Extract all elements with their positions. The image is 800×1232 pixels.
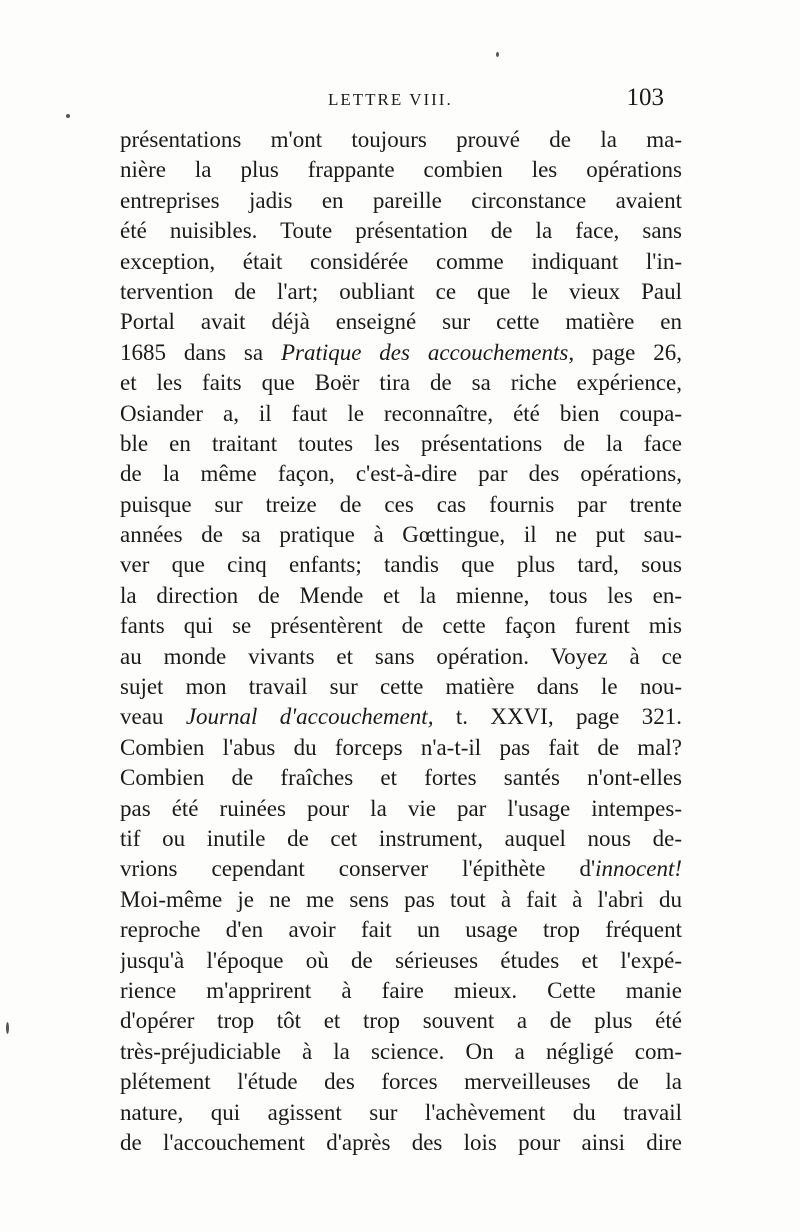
text-line: la direction de Mende et la mienne, tous les en- xyxy=(120,582,682,608)
text-line: fants qui se présentèrent de cette façon furent mis xyxy=(120,613,682,639)
text-line: puisque sur treize de ces cas fournis par trente xyxy=(120,491,682,517)
page-header xyxy=(118,80,678,120)
text-line: reproche d'en avoir fait un usage trop fréquent xyxy=(120,917,682,943)
text-run: page 26, xyxy=(574,339,682,365)
text-run: 1685 dans sa xyxy=(120,339,264,365)
epithet-italic: innocent! xyxy=(595,856,682,882)
text-line: été nuisibles. Toute présentation de la face, sans xyxy=(120,218,682,244)
text-line: nière la plus frappante combien les opérations xyxy=(120,157,682,183)
text-line xyxy=(120,854,682,884)
text-line: plétement l'étude des forces merveilleuses de la xyxy=(120,1069,682,1095)
text-line: sujet mon travail sur cette matière dans le nou- xyxy=(120,674,682,700)
text-line: au monde vivants et sans opération. Voyez à ce xyxy=(120,643,682,669)
running-head: LETTRE VIII. xyxy=(328,90,453,109)
text-run: t. XXVI, page 321. xyxy=(433,704,682,730)
text-line: rience m'apprirent à faire mieux. Cette manie xyxy=(120,977,682,1003)
text-line: Moi-même je ne me sens pas tout à fait à l'abri du xyxy=(120,886,682,912)
text-line: de l'accouchement d'après des lois pour ainsi dire xyxy=(120,1129,682,1155)
text-line: exception, était considérée comme indiquant l'in- xyxy=(120,248,682,274)
book-title-italic: Pratique des accouchements, xyxy=(280,339,575,365)
text-line: tervention de l'art; oubliant ce que le vieux Paul xyxy=(120,278,682,304)
text-line: années de sa pratique à Gœttingue, il ne put sau- xyxy=(120,522,682,548)
text-line: Combien l'abus du forceps n'a-t-il pas fait de mal? xyxy=(120,734,682,760)
text-line: Combien de fraîches et fortes santés n'ont-elles xyxy=(120,765,682,791)
text-line: présentations m'ont toujours prouvé de la ma- xyxy=(120,127,682,152)
print-speck xyxy=(66,114,70,118)
text-line: entreprises jadis en pareille circonstance avaient xyxy=(120,187,682,213)
text-line xyxy=(120,702,682,732)
text-line: nature, qui agissent sur l'achèvement du travail xyxy=(120,1099,682,1125)
text-line: ble en traitant toutes les présentations de la face xyxy=(120,430,682,456)
text-line: de la même façon, c'est-à-dire par des opérations, xyxy=(120,461,682,487)
print-speck xyxy=(496,52,499,57)
page-number: 103 xyxy=(626,84,664,111)
text-run: vrions cependant conserver l'épithète d' xyxy=(120,856,596,882)
body-text xyxy=(120,125,682,1158)
text-line: pas été ruinées pour la vie par l'usage intempes- xyxy=(120,795,682,821)
text-line: tif ou inutile de cet instrument, auquel nous de- xyxy=(120,825,682,851)
text-line: jusqu'à l'époque où de sérieuses études et l'expé- xyxy=(120,947,682,973)
text-line: Osiander a, il faut le reconnaître, été bien coupa- xyxy=(120,400,682,426)
text-line: ver que cinq enfants; tandis que plus tard, sous xyxy=(120,552,682,578)
text-line: très-préjudiciable à la science. On a négligé com- xyxy=(120,1038,682,1064)
text-line xyxy=(120,338,682,368)
text-line: d'opérer trop tôt et trop souvent a de plus été xyxy=(120,1008,682,1034)
journal-title-italic: Journal d'accouchement, xyxy=(185,704,434,730)
print-speck xyxy=(6,1022,9,1034)
text-line: et les faits que Boër tira de sa riche expérience, xyxy=(120,370,682,396)
text-run: veau xyxy=(120,704,164,730)
text-line: Portal avait déjà enseigné sur cette matière en xyxy=(120,309,682,335)
